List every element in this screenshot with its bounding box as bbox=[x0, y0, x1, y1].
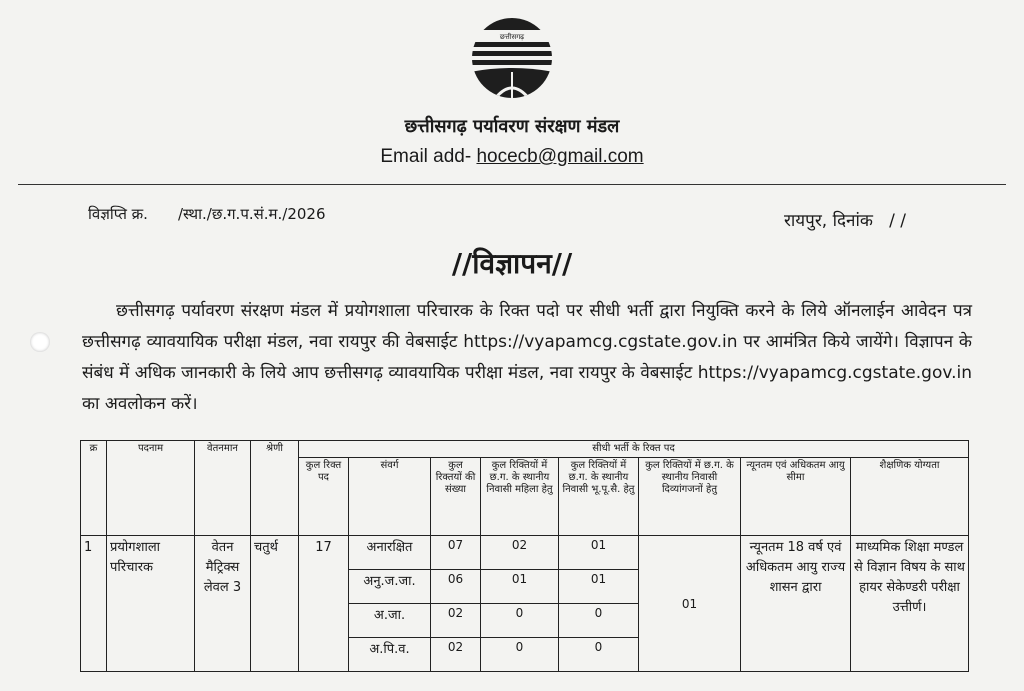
cell-total: 02 bbox=[431, 638, 481, 672]
place-date bbox=[784, 208, 906, 231]
org-name: छत्तीसगढ़ पर्यावरण संरक्षण मंडल bbox=[404, 116, 620, 137]
table-row bbox=[81, 536, 969, 570]
email-line bbox=[0, 146, 1024, 168]
col-header-total-vac: कुल रिक्तयों की संख्या bbox=[431, 458, 481, 536]
reference-code: /स्था./छ.ग.प.सं.म./2026 bbox=[177, 205, 326, 223]
cell-category: अ.पि.व. bbox=[349, 638, 431, 672]
advertisement-paragraph: छत्तीसगढ़ पर्यावरण संरक्षण मंडल में प्रयोगशाला परिचारक के रिक्त पदो पर सीधी भर्ती द्वारा नियुक्ति करने के लिये ऑनलाईन आवेदन पत्र छत्तीसगढ़ व्यावयायिक परीक्षा मंडल, नवा रायपुर की वेबसाईट https://vyapamcg.cgstate.gov.in पर आमंत्रित किये जायेंगे। विज्ञापन के संबंध में अधिक जानकारी के लिये आप छत्तीसगढ़ व्यावयायिक परीक्षा मंडल, नवा रायपुर के वेबसाईट https://vyapamcg.cgstate.gov.in का अवलोकन करें। bbox=[82, 301, 972, 414]
col-header-age: न्यूनतम एवं अधिकतम आयु सीमा bbox=[741, 458, 851, 536]
cell-qual: माध्यमिक शिक्षा मण्डल से विज्ञान विषय के साथ हायर सेकेण्डरी परीक्षा उत्तीर्ण। bbox=[851, 536, 969, 672]
cell-women: 0 bbox=[481, 604, 559, 638]
cell-exsm: 01 bbox=[559, 570, 639, 604]
col-header-sr: क्र bbox=[81, 441, 107, 536]
cell-total: 06 bbox=[431, 570, 481, 604]
cell-class: चतुर्थ bbox=[251, 536, 299, 672]
cell-category: अ.जा. bbox=[349, 604, 431, 638]
col-header-post: पदनाम bbox=[107, 441, 195, 536]
cell-disabled: 01 bbox=[639, 536, 741, 672]
reference-line bbox=[88, 204, 326, 224]
cell-category: अनारक्षित bbox=[349, 536, 431, 570]
cell-exsm: 0 bbox=[559, 638, 639, 672]
col-header-pay: वेतनमान bbox=[195, 441, 251, 536]
cell-total: 07 bbox=[431, 536, 481, 570]
cell-exsm: 0 bbox=[559, 604, 639, 638]
cell-age: न्यूनतम 18 वर्ष एवं अधिकतम आयु राज्य शासन द्वारा bbox=[741, 536, 851, 672]
col-header-women: कुल रिक्तियों में छ.ग. के स्थानीय निवासी महिला हेतु bbox=[481, 458, 559, 536]
email-address[interactable]: hocecb@gmail.com bbox=[476, 146, 644, 167]
cell-sr: 1 bbox=[81, 536, 107, 672]
cell-pay: वेतन मैट्रिक्स लेवल 3 bbox=[195, 536, 251, 672]
col-header-total-posts: कुल रिक्त पद bbox=[299, 458, 349, 536]
col-header-exsm: कुल रिक्तियों में छ.ग. के स्थानीय निवासी भू.पू.सै. हेतु bbox=[559, 458, 639, 536]
place-date-label: रायपुर, दिनांक bbox=[783, 211, 873, 231]
col-header-class: श्रेणी bbox=[251, 441, 299, 536]
email-prefix: Email add- bbox=[380, 146, 472, 167]
board-logo bbox=[470, 6, 554, 110]
cell-total: 02 bbox=[431, 604, 481, 638]
cell-total-posts: 17 bbox=[299, 536, 349, 672]
page-title: //विज्ञापन// bbox=[451, 247, 573, 280]
col-header-direct: सीधी भर्ती के रिक्त पद bbox=[299, 441, 969, 458]
date-slashes: / / bbox=[889, 211, 906, 231]
col-header-category: संवर्ग bbox=[349, 458, 431, 536]
notice-number-label: विज्ञप्ति क्र. bbox=[88, 205, 148, 223]
punch-hole bbox=[30, 332, 50, 352]
cell-women: 0 bbox=[481, 638, 559, 672]
cell-post: प्रयोगशाला परिचारक bbox=[107, 536, 195, 672]
col-header-qual: शैक्षणिक योग्यता bbox=[851, 458, 969, 536]
cell-women: 02 bbox=[481, 536, 559, 570]
vacancy-table bbox=[80, 440, 969, 672]
cell-women: 01 bbox=[481, 570, 559, 604]
header-divider bbox=[18, 184, 1006, 185]
col-header-disabled: कुल रिक्तियों में छ.ग. के स्थानीय निवासी दिव्यांगजनों हेतु bbox=[639, 458, 741, 536]
cell-exsm: 01 bbox=[559, 536, 639, 570]
cell-category: अनु.ज.जा. bbox=[349, 570, 431, 604]
logo-text: छत्तीसगढ़ bbox=[499, 33, 525, 41]
